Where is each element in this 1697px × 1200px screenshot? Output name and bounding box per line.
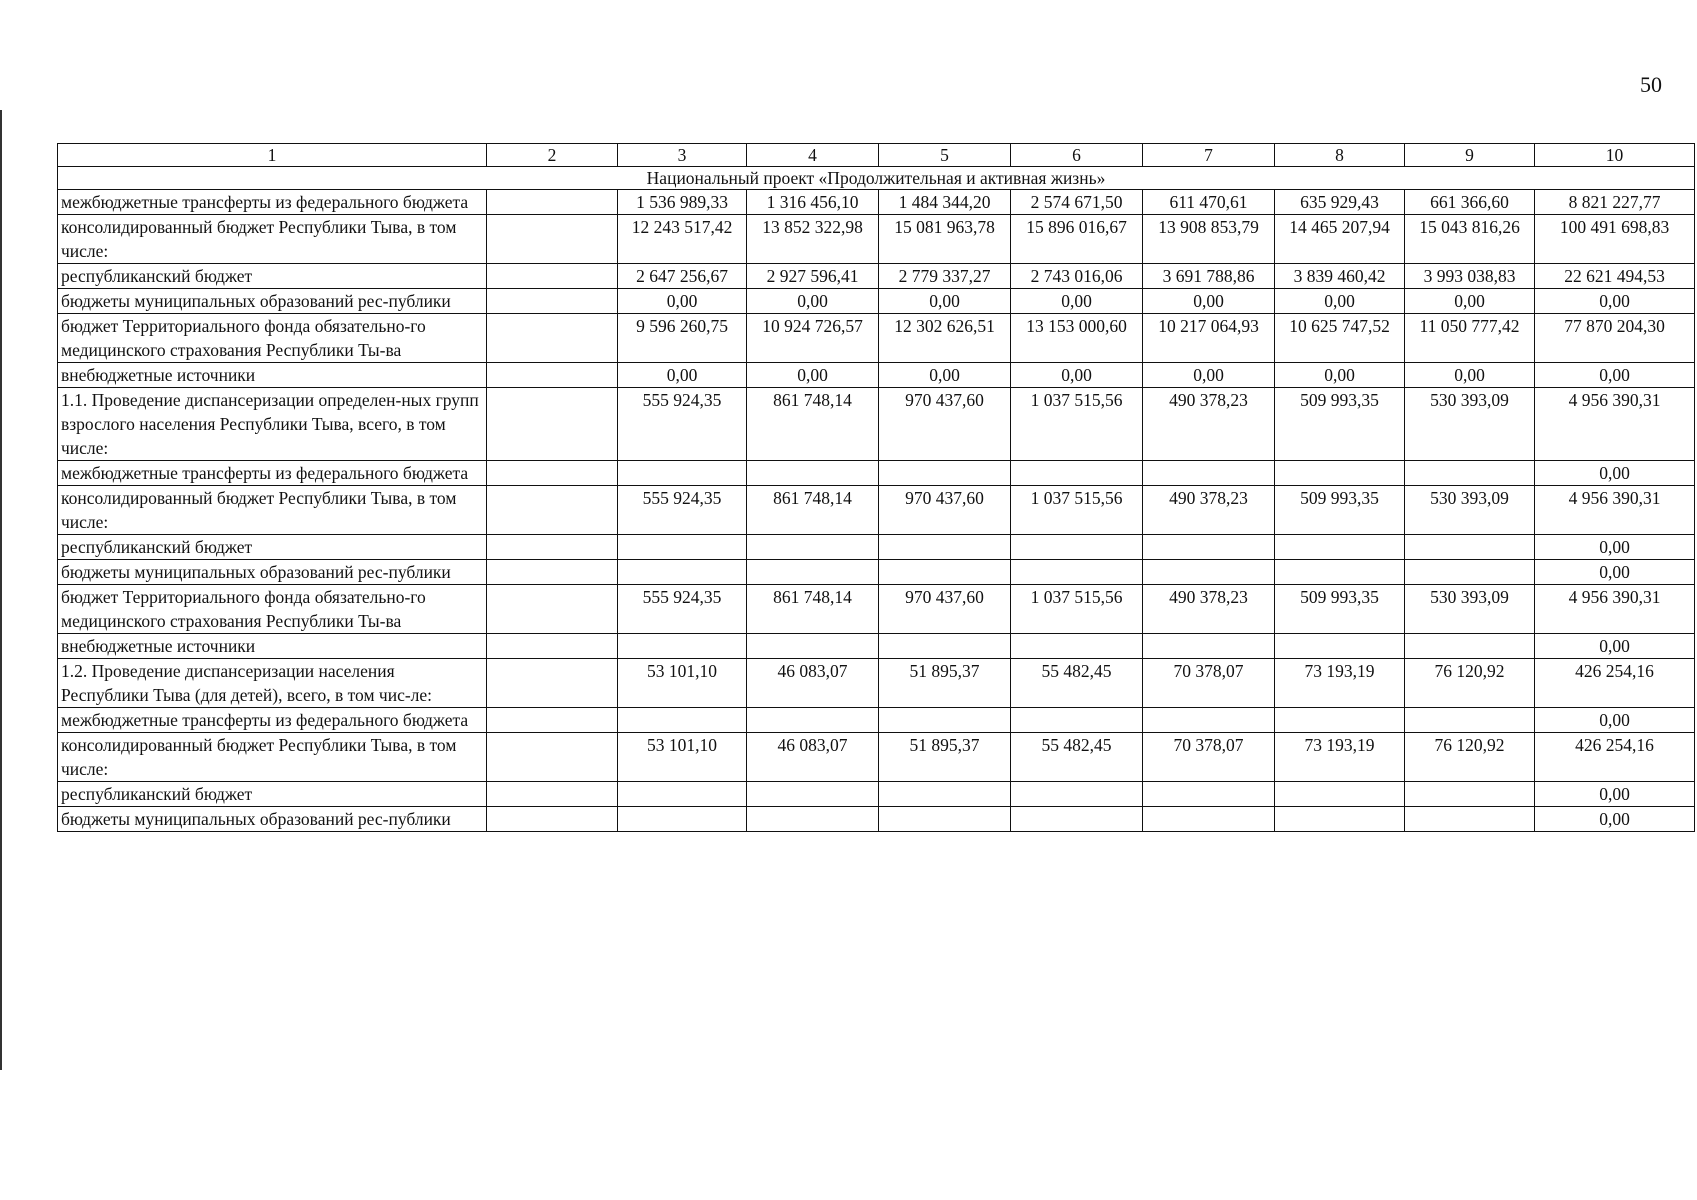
table-row xyxy=(58,461,1695,486)
cell-col-10: 426 254,16 xyxy=(1535,733,1695,782)
row-label: бюджет Территориального фонда обязательно-го медицинского страхования Республики Ты-ва xyxy=(58,314,487,363)
section-row xyxy=(58,167,1695,190)
cell-col-9: 530 393,09 xyxy=(1405,388,1535,461)
cell-col-6 xyxy=(1011,461,1143,486)
cell-col-3: 0,00 xyxy=(618,363,747,388)
cell-col-3 xyxy=(618,560,747,585)
cell-col-8: 0,00 xyxy=(1275,289,1405,314)
cell-col-10: 0,00 xyxy=(1535,807,1695,832)
cell-col-3: 53 101,10 xyxy=(618,659,747,708)
cell-col-7 xyxy=(1143,535,1275,560)
cell-col-2 xyxy=(487,388,618,461)
cell-col-5: 970 437,60 xyxy=(879,388,1011,461)
cell-col-6 xyxy=(1011,807,1143,832)
column-header: 3 xyxy=(618,144,747,167)
cell-col-4: 46 083,07 xyxy=(747,659,879,708)
cell-col-4 xyxy=(747,634,879,659)
cell-col-7: 0,00 xyxy=(1143,289,1275,314)
cell-col-7 xyxy=(1143,461,1275,486)
cell-col-6: 1 037 515,56 xyxy=(1011,388,1143,461)
column-header: 9 xyxy=(1405,144,1535,167)
cell-col-10: 4 956 390,31 xyxy=(1535,388,1695,461)
cell-col-6: 55 482,45 xyxy=(1011,659,1143,708)
cell-col-2 xyxy=(487,807,618,832)
cell-col-3 xyxy=(618,807,747,832)
table-row xyxy=(58,733,1695,782)
cell-col-9 xyxy=(1405,708,1535,733)
table-row xyxy=(58,585,1695,634)
cell-col-10: 4 956 390,31 xyxy=(1535,486,1695,535)
table-row xyxy=(58,659,1695,708)
cell-col-6: 0,00 xyxy=(1011,289,1143,314)
cell-col-3: 1 536 989,33 xyxy=(618,190,747,215)
row-label: республиканский бюджет xyxy=(58,782,487,807)
row-label: бюджеты муниципальных образований рес-публики xyxy=(58,560,487,585)
cell-col-5 xyxy=(879,461,1011,486)
cell-col-4: 1 316 456,10 xyxy=(747,190,879,215)
cell-col-10: 22 621 494,53 xyxy=(1535,264,1695,289)
cell-col-7: 490 378,23 xyxy=(1143,388,1275,461)
cell-col-8: 73 193,19 xyxy=(1275,659,1405,708)
row-label: 1.1. Проведение диспансеризации определен-ных групп взрослого населения Республики Тыва, всего, в том числе: xyxy=(58,388,487,461)
cell-col-2 xyxy=(487,289,618,314)
cell-col-10: 0,00 xyxy=(1535,535,1695,560)
cell-col-2 xyxy=(487,264,618,289)
cell-col-7 xyxy=(1143,708,1275,733)
cell-col-9: 15 043 816,26 xyxy=(1405,215,1535,264)
cell-col-10: 100 491 698,83 xyxy=(1535,215,1695,264)
cell-col-9: 530 393,09 xyxy=(1405,585,1535,634)
cell-col-6 xyxy=(1011,560,1143,585)
row-label: республиканский бюджет xyxy=(58,264,487,289)
table-row xyxy=(58,782,1695,807)
cell-col-9: 530 393,09 xyxy=(1405,486,1535,535)
cell-col-2 xyxy=(487,486,618,535)
column-header: 4 xyxy=(747,144,879,167)
cell-col-5: 51 895,37 xyxy=(879,659,1011,708)
cell-col-10: 426 254,16 xyxy=(1535,659,1695,708)
cell-col-10: 77 870 204,30 xyxy=(1535,314,1695,363)
cell-col-6 xyxy=(1011,708,1143,733)
cell-col-4: 13 852 322,98 xyxy=(747,215,879,264)
cell-col-7 xyxy=(1143,560,1275,585)
cell-col-10: 0,00 xyxy=(1535,289,1695,314)
cell-col-7: 0,00 xyxy=(1143,363,1275,388)
cell-col-9: 661 366,60 xyxy=(1405,190,1535,215)
cell-col-3: 555 924,35 xyxy=(618,388,747,461)
cell-col-7: 490 378,23 xyxy=(1143,585,1275,634)
cell-col-5: 1 484 344,20 xyxy=(879,190,1011,215)
cell-col-2 xyxy=(487,535,618,560)
cell-col-5: 0,00 xyxy=(879,289,1011,314)
cell-col-10: 0,00 xyxy=(1535,461,1695,486)
cell-col-2 xyxy=(487,190,618,215)
cell-col-2 xyxy=(487,708,618,733)
column-header: 1 xyxy=(58,144,487,167)
row-label: 1.2. Проведение диспансеризации населения Республики Тыва (для детей), всего, в том чис-ле: xyxy=(58,659,487,708)
cell-col-4: 46 083,07 xyxy=(747,733,879,782)
cell-col-9 xyxy=(1405,461,1535,486)
row-label: бюджеты муниципальных образований рес-публики xyxy=(58,807,487,832)
cell-col-8 xyxy=(1275,634,1405,659)
cell-col-8: 14 465 207,94 xyxy=(1275,215,1405,264)
cell-col-8 xyxy=(1275,535,1405,560)
row-label: внебюджетные источники xyxy=(58,363,487,388)
cell-col-8: 73 193,19 xyxy=(1275,733,1405,782)
cell-col-10: 4 956 390,31 xyxy=(1535,585,1695,634)
cell-col-3: 0,00 xyxy=(618,289,747,314)
table-header xyxy=(58,144,1695,167)
cell-col-3 xyxy=(618,708,747,733)
cell-col-4 xyxy=(747,708,879,733)
row-label: бюджеты муниципальных образований рес-публики xyxy=(58,289,487,314)
cell-col-10: 0,00 xyxy=(1535,634,1695,659)
row-label: межбюджетные трансферты из федерального бюджета xyxy=(58,708,487,733)
cell-col-9: 3 993 038,83 xyxy=(1405,264,1535,289)
column-header: 5 xyxy=(879,144,1011,167)
cell-col-9 xyxy=(1405,782,1535,807)
row-label: межбюджетные трансферты из федерального бюджета xyxy=(58,461,487,486)
cell-col-7: 70 378,07 xyxy=(1143,659,1275,708)
table-row xyxy=(58,314,1695,363)
cell-col-9: 0,00 xyxy=(1405,363,1535,388)
cell-col-5: 970 437,60 xyxy=(879,486,1011,535)
cell-col-5 xyxy=(879,560,1011,585)
cell-col-6: 1 037 515,56 xyxy=(1011,486,1143,535)
cell-col-2 xyxy=(487,363,618,388)
cell-col-4: 2 927 596,41 xyxy=(747,264,879,289)
cell-col-7 xyxy=(1143,634,1275,659)
cell-col-5 xyxy=(879,708,1011,733)
cell-col-7: 13 908 853,79 xyxy=(1143,215,1275,264)
cell-col-2 xyxy=(487,314,618,363)
cell-col-3: 2 647 256,67 xyxy=(618,264,747,289)
cell-col-9 xyxy=(1405,560,1535,585)
cell-col-5 xyxy=(879,807,1011,832)
cell-col-6: 0,00 xyxy=(1011,363,1143,388)
table-row xyxy=(58,807,1695,832)
cell-col-9 xyxy=(1405,807,1535,832)
cell-col-5: 51 895,37 xyxy=(879,733,1011,782)
cell-col-5: 0,00 xyxy=(879,363,1011,388)
cell-col-8: 509 993,35 xyxy=(1275,388,1405,461)
cell-col-9: 76 120,92 xyxy=(1405,733,1535,782)
cell-col-6 xyxy=(1011,634,1143,659)
cell-col-2 xyxy=(487,560,618,585)
cell-col-4 xyxy=(747,782,879,807)
cell-col-7: 70 378,07 xyxy=(1143,733,1275,782)
row-label: консолидированный бюджет Республики Тыва, в том числе: xyxy=(58,486,487,535)
cell-col-3: 555 924,35 xyxy=(618,585,747,634)
cell-col-8 xyxy=(1275,708,1405,733)
header-row xyxy=(58,144,1695,167)
column-header: 2 xyxy=(487,144,618,167)
cell-col-6: 2 574 671,50 xyxy=(1011,190,1143,215)
cell-col-4: 861 748,14 xyxy=(747,486,879,535)
cell-col-2 xyxy=(487,461,618,486)
cell-col-9: 0,00 xyxy=(1405,289,1535,314)
budget-table xyxy=(57,143,1695,832)
cell-col-8: 635 929,43 xyxy=(1275,190,1405,215)
cell-col-3 xyxy=(618,461,747,486)
cell-col-4: 861 748,14 xyxy=(747,585,879,634)
cell-col-3: 9 596 260,75 xyxy=(618,314,747,363)
cell-col-2 xyxy=(487,733,618,782)
cell-col-8 xyxy=(1275,461,1405,486)
row-label: консолидированный бюджет Республики Тыва, в том числе: xyxy=(58,733,487,782)
cell-col-3 xyxy=(618,634,747,659)
table-row xyxy=(58,289,1695,314)
page-number: 50 xyxy=(1640,72,1662,97)
cell-col-5: 2 779 337,27 xyxy=(879,264,1011,289)
row-label: республиканский бюджет xyxy=(58,535,487,560)
cell-col-5: 12 302 626,51 xyxy=(879,314,1011,363)
table-row xyxy=(58,634,1695,659)
cell-col-8 xyxy=(1275,807,1405,832)
cell-col-6 xyxy=(1011,782,1143,807)
cell-col-3 xyxy=(618,535,747,560)
column-header: 7 xyxy=(1143,144,1275,167)
cell-col-3: 53 101,10 xyxy=(618,733,747,782)
cell-col-7: 3 691 788,86 xyxy=(1143,264,1275,289)
cell-col-6: 2 743 016,06 xyxy=(1011,264,1143,289)
cell-col-2 xyxy=(487,585,618,634)
table-row xyxy=(58,486,1695,535)
cell-col-5: 970 437,60 xyxy=(879,585,1011,634)
cell-col-9 xyxy=(1405,535,1535,560)
cell-col-3: 555 924,35 xyxy=(618,486,747,535)
cell-col-3 xyxy=(618,782,747,807)
cell-col-10: 8 821 227,77 xyxy=(1535,190,1695,215)
cell-col-8: 0,00 xyxy=(1275,363,1405,388)
cell-col-8: 10 625 747,52 xyxy=(1275,314,1405,363)
cell-col-2 xyxy=(487,782,618,807)
cell-col-10: 0,00 xyxy=(1535,363,1695,388)
cell-col-6: 15 896 016,67 xyxy=(1011,215,1143,264)
cell-col-6: 1 037 515,56 xyxy=(1011,585,1143,634)
cell-col-7 xyxy=(1143,807,1275,832)
cell-col-2 xyxy=(487,215,618,264)
column-header: 6 xyxy=(1011,144,1143,167)
row-label: бюджет Территориального фонда обязательно-го медицинского страхования Республики Ты-ва xyxy=(58,585,487,634)
cell-col-8: 509 993,35 xyxy=(1275,585,1405,634)
cell-col-6: 55 482,45 xyxy=(1011,733,1143,782)
table-row xyxy=(58,264,1695,289)
cell-col-9: 11 050 777,42 xyxy=(1405,314,1535,363)
cell-col-5 xyxy=(879,535,1011,560)
cell-col-6: 13 153 000,60 xyxy=(1011,314,1143,363)
table-row xyxy=(58,535,1695,560)
cell-col-5 xyxy=(879,782,1011,807)
cell-col-4 xyxy=(747,461,879,486)
cell-col-5 xyxy=(879,634,1011,659)
cell-col-4 xyxy=(747,535,879,560)
cell-col-8 xyxy=(1275,782,1405,807)
table-row xyxy=(58,560,1695,585)
cell-col-9: 76 120,92 xyxy=(1405,659,1535,708)
table-row xyxy=(58,388,1695,461)
cell-col-4: 0,00 xyxy=(747,363,879,388)
cell-col-4: 861 748,14 xyxy=(747,388,879,461)
cell-col-4 xyxy=(747,807,879,832)
table-row xyxy=(58,708,1695,733)
row-label: внебюджетные источники xyxy=(58,634,487,659)
cell-col-3: 12 243 517,42 xyxy=(618,215,747,264)
left-margin-rule xyxy=(0,110,2,1070)
cell-col-10: 0,00 xyxy=(1535,560,1695,585)
cell-col-7: 10 217 064,93 xyxy=(1143,314,1275,363)
table-row xyxy=(58,215,1695,264)
cell-col-10: 0,00 xyxy=(1535,782,1695,807)
cell-col-7: 490 378,23 xyxy=(1143,486,1275,535)
cell-col-2 xyxy=(487,634,618,659)
row-label: межбюджетные трансферты из федерального бюджета xyxy=(58,190,487,215)
section-title: Национальный проект «Продолжительная и активная жизнь» xyxy=(58,167,1695,190)
cell-col-4: 0,00 xyxy=(747,289,879,314)
table-row xyxy=(58,363,1695,388)
cell-col-6 xyxy=(1011,535,1143,560)
table-row xyxy=(58,190,1695,215)
cell-col-7 xyxy=(1143,782,1275,807)
cell-col-4 xyxy=(747,560,879,585)
cell-col-10: 0,00 xyxy=(1535,708,1695,733)
cell-col-9 xyxy=(1405,634,1535,659)
cell-col-5: 15 081 963,78 xyxy=(879,215,1011,264)
column-header: 8 xyxy=(1275,144,1405,167)
cell-col-8 xyxy=(1275,560,1405,585)
cell-col-4: 10 924 726,57 xyxy=(747,314,879,363)
column-header: 10 xyxy=(1535,144,1695,167)
cell-col-2 xyxy=(487,659,618,708)
cell-col-8: 509 993,35 xyxy=(1275,486,1405,535)
row-label: консолидированный бюджет Республики Тыва, в том числе: xyxy=(58,215,487,264)
cell-col-8: 3 839 460,42 xyxy=(1275,264,1405,289)
cell-col-7: 611 470,61 xyxy=(1143,190,1275,215)
